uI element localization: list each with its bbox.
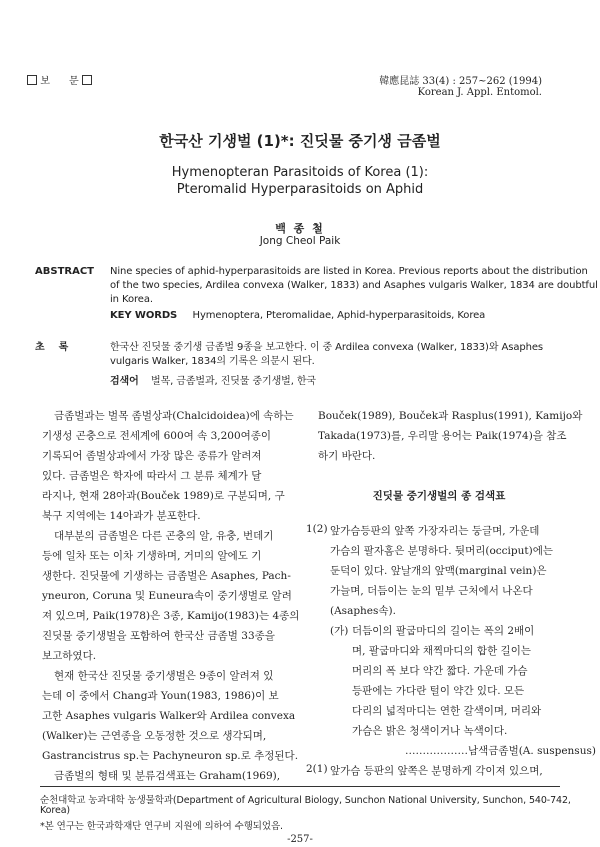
checkbox-icon [27,75,37,85]
key-line: 앞가슴 등판의 앞쪽은 분명하게 각이져 있으며, [330,765,543,777]
abstract-line: Nine species of aphid-hyperparasitoids are listed in Korea. Previous reports about the distribution [110,266,588,277]
footnote-rule [40,786,560,787]
abstract-label: ABSTRACT [35,266,94,277]
key-couplet-number: 2(1) [306,763,328,775]
page-number: -257- [287,834,313,845]
journal-name: Korean J. Appl. Entomol. [417,87,542,98]
body-line: 북구 지역에는 14아과가 분포한다. [42,510,201,522]
title-english-line1: Hymenopteran Parasitoids of Korea (1): [171,165,429,180]
body-line: (Walker)는 근연종을 오동정한 것으로 생각되며, [42,730,267,742]
section-label-2: 문 [68,76,79,87]
body-line: 져 있으며, Paik(1978)은 3종, Kamijo(1983)는 4종의 [42,610,300,622]
section-label [27,72,92,87]
korean-keywords-label: 검색어 [110,376,139,387]
body-line: 금좀벌과는 벌목 좀벌상과(Chalcidoidea)에 속하는 [54,410,294,422]
author-english: Jong Cheol Paik [259,235,341,247]
checkbox-icon [82,75,92,85]
body-line: 보고하였다. [42,650,97,662]
author-korean: 백 종 철 [275,222,325,235]
footnote-affiliation: Korea) [40,805,71,816]
abstract-line: of the two species, Ardilea convexa (Walker, 1833) and Asaphes vulgaris Walker, 1834 are doubtful [110,280,598,291]
key-line: 앞가슴등판의 앞쪽 가장자리는 둥글며, 가운데 [330,525,540,537]
key-line: 며, 팔굽마디와 채찍마디의 합한 길이는 [352,645,531,657]
key-line: 더듬이의 팔굽마디의 길이는 폭의 2배이 [352,625,535,637]
body-line: 라지나, 현재 28아과(Bouček 1989)로 구분되며, 구 [42,490,285,502]
body-line: 기록되어 좀벌상과에서 가장 많은 종류가 알려져 [42,450,262,462]
body-line: 생한다. 진딧물에 기생하는 금좀벌은 Asaphes, Pach- [42,570,291,582]
key-line: 가슴의 팔자홈은 분명하다. 뒷머리(occiput)에는 [330,545,553,557]
keywords-row [110,310,485,321]
title-korean: 한국산 기생벌 (1)*: 진딧물 중기생 금좀벌 [159,132,441,150]
journal-info [379,72,542,98]
body-line: 하기 바란다. [318,450,376,462]
body-line: yneuron, Coruna 및 Euneura속이 중기생벌로 알려 [42,590,292,602]
body-line: 대부분의 금좀벌은 다른 곤충의 알, 유충, 번데기 [54,530,274,542]
footnote-funding: *본 연구는 한국과학재단 연구비 지원에 의하여 수행되었음. [40,821,283,832]
keywords-label: KEY WORDS [110,310,178,321]
key-heading: 진딧물 중기생벌의 종 검색표 [372,490,506,502]
journal-ref: 韓應昆誌 33(4) : 257~262 (1994) [379,76,542,87]
key-result: ………………남색금좀벌(A. suspensus) [405,745,596,757]
body-line: 현재 한국산 진딧물 중기생벌은 9종이 알려져 있 [54,670,274,682]
keywords-text: Hymenoptera, Pteromalidae, Aphid-hyperparasitoids, Korea [192,310,486,321]
body-line: 있다. 금좀벌은 학자에 따라서 그 분류 체계가 달 [42,470,262,482]
key-sub-number: (가) [330,625,349,637]
key-line: 다리의 넓적마디는 연한 갈색이며, 머리와 [352,705,542,717]
body-line: Takada(1973)를, 우리말 용어는 Paik(1974)을 참조 [318,430,567,442]
korean-abstract-label: 초 록 [35,342,69,353]
body-line: Bouček(1989), Bouček과 Rasplus(1991), Kamijo와 [318,410,583,422]
body-line: Gastrancistrus sp.는 Pachyneuron sp.로 추정된다. [42,750,299,762]
key-line: 등판에는 가다란 털이 약간 있다. 모든 [352,685,525,697]
title-english-line2: Pteromalid Hyperparasitoids on Aphid [176,182,424,197]
key-line: 가늘며, 더듬이는 눈의 밑부 근처에서 나온다 [330,585,533,597]
key-line: 가슴은 밝은 청색이거나 녹색이다. [352,725,508,737]
body-line: 금좀벌의 형태 및 분류검색표는 Graham(1969), [54,770,281,782]
abstract-line: in Korea. [110,294,153,305]
body-line: 고한 Asaphes vulgaris Walker와 Ardilea convexa [42,710,296,722]
key-line: 둔덕이 있다. 앞날개의 앞맥(marginal vein)은 [330,565,547,577]
footnote-affiliation: 순천대학교 농과대학 농생물학과(Department of Agricultural Biology, Sunchon National University, Sunchon, 540-742, [40,795,571,806]
body-line: 등에 일차 또는 이차 기생하며, 거미의 알에도 기 [42,550,262,562]
korean-abstract-line: vulgaris Walker, 1834의 기록은 의문시 된다. [110,356,315,367]
body-line: 는데 이 중에서 Chang과 Youn(1983, 1986)이 보 [42,690,279,702]
korean-abstract-line: 한국산 진딧물 중기생 금좀벌 9종을 보고한다. 이 중 Ardilea convexa (Walker, 1833)와 Asaphes [110,342,544,353]
key-line: 머리의 폭 보다 약간 짧다. 가운데 가슴 [352,665,528,677]
body-line: 기생성 곤충으로 전세계에 600여 속 3,200여종이 [42,430,272,442]
section-label-1: 보 [40,76,50,87]
key-line: (Asaphes속). [330,605,396,617]
korean-keywords-text: 벌목, 금좀벌과, 진딧물 중기생벌, 한국 [151,376,316,387]
key-couplet-number: 1(2) [306,523,328,535]
body-line: 진딧물 중기생벌을 포함하여 한국산 금좀벌 33종을 [42,630,275,642]
korean-keywords-row [110,372,316,387]
